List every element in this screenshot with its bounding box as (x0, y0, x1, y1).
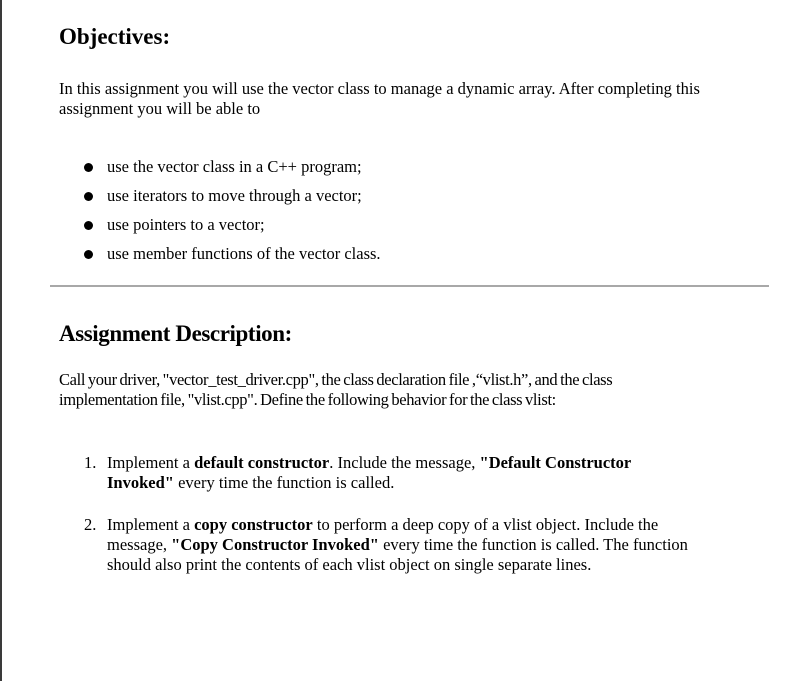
item-text: to perform a deep copy of a vlist object. Include the message, (107, 515, 659, 554)
assignment-heading: Assignment Description: (59, 321, 292, 346)
objectives-heading: Objectives: (59, 24, 171, 49)
list-item (84, 157, 381, 186)
item-body (107, 515, 694, 575)
list-item-text: use iterators to move through a vector; (107, 186, 362, 205)
bullet-icon (84, 250, 93, 259)
item-bold-term: default constructor (194, 453, 330, 472)
list-item (84, 186, 381, 215)
item-text: Implement a (107, 453, 195, 472)
item-bold-message: "Copy Constructor Invoked" (171, 535, 379, 554)
section-divider (50, 285, 769, 287)
objectives-list (84, 157, 381, 273)
item-number: 1. (84, 453, 97, 472)
item-text: . Include the message, (329, 453, 480, 472)
assignment-intro: Call your driver, "vector_test_driver.cpp", the class declaration file ,“vlist.h”, and the class implementation file, "vlist.cpp". Define the following behavior for the class vlist: (59, 370, 613, 409)
item-bold-term: copy constructor (194, 515, 313, 534)
list-item-text: use member functions of the vector class. (107, 244, 381, 263)
item-text: Implement a (107, 515, 195, 534)
item-body (107, 453, 694, 493)
list-item-text: use the vector class in a C++ program; (107, 157, 362, 176)
list-item (84, 244, 381, 273)
item-text: every time the function is called. The function should also print the contents of each vlist object on single separate lines. (107, 535, 688, 574)
numbered-item (84, 453, 694, 493)
list-item (84, 215, 381, 244)
numbered-item (84, 515, 694, 575)
list-item-text: use pointers to a vector; (107, 215, 265, 234)
item-text: every time the function is called. (173, 473, 395, 492)
item-bold-message: "Default Constructor Invoked" (107, 453, 631, 492)
item-number: 2. (84, 515, 97, 534)
bullet-icon (84, 221, 93, 230)
objectives-intro: In this assignment you will use the vector class to manage a dynamic array. After completing this assignment you will be able to (59, 79, 700, 118)
bullet-icon (84, 163, 93, 172)
bullet-icon (84, 192, 93, 201)
